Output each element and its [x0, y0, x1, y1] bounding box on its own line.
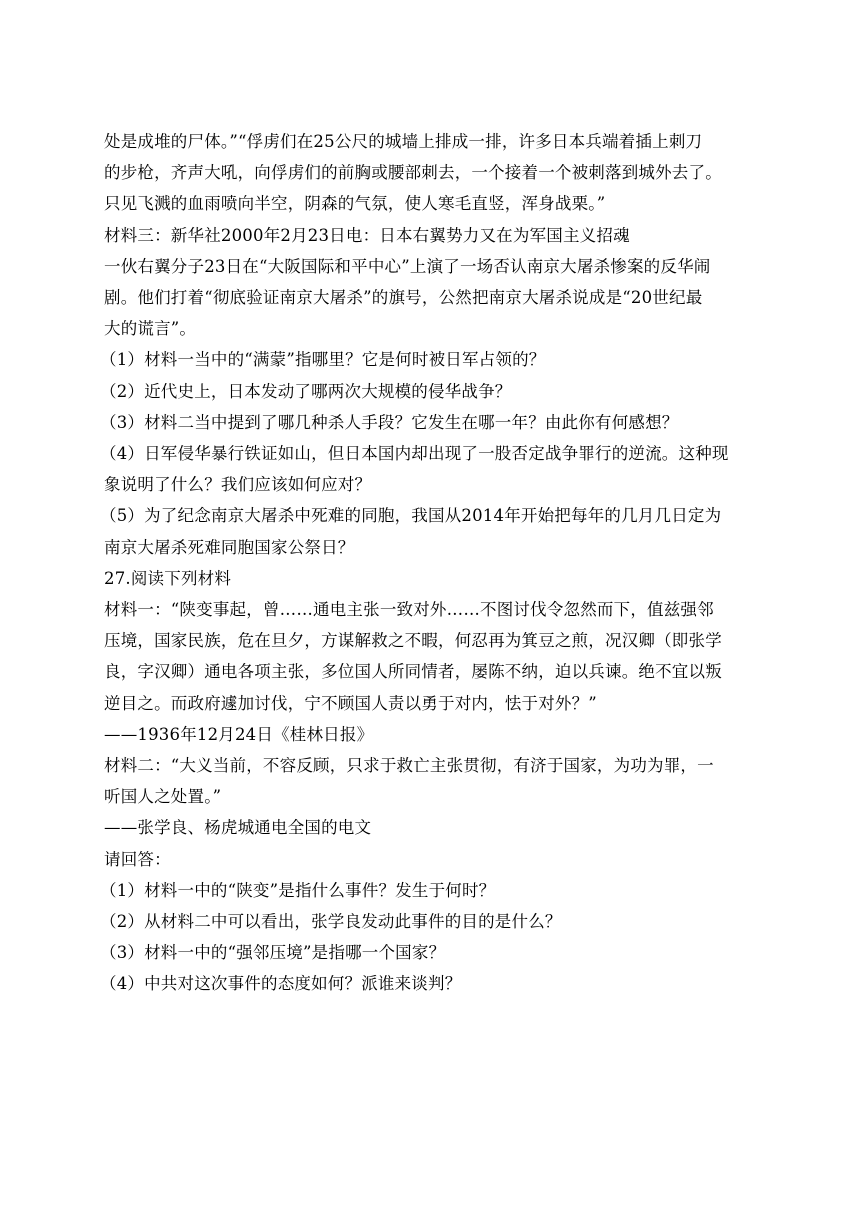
text-line: 象说明了什么？我们应该如何应对？: [104, 475, 372, 495]
question-line: （1）材料一当中的“满蒙”指哪里？它是何时被日军占领的？: [100, 350, 546, 370]
source-citation: ——1936年12月24日《桂林日报》: [104, 724, 374, 744]
question-line: （4）中共对这次事件的态度如何？派谁来谈判？: [100, 974, 462, 994]
text-line: 南京大屠杀死难同胞国家公祭日？: [104, 537, 355, 557]
source-citation: ——张学良、杨虎城通电全国的电文: [104, 818, 372, 838]
text-line: 的步枪，齐声大吼，向俘虏们的前胸或腰部刺去，一个接着一个被刺落到城外去了。: [104, 163, 722, 183]
text-line: 听国人之处置。”: [104, 787, 222, 807]
text-line: 大的谎言”。: [104, 319, 197, 339]
text-line: 一伙右翼分子23日在“大阪国际和平中心”上演了一场否认南京大屠杀惨案的反华闹: [104, 256, 711, 276]
question-line: （2）近代史上，日本发动了哪两次大规模的侵华战争？: [100, 381, 512, 401]
text-line: 只见飞溅的血雨喷向半空，阴森的气氛，使人寒毛直竖，浑身战栗。”: [104, 194, 606, 214]
text-line: 良，字汉卿）通电各项主张，多位国人所同情者，屡陈不纳，迫以兵谏。绝不宜以叛: [104, 662, 722, 682]
text-line: 材料一：“陕变事起，曾……通电主张一致对外……不图讨伐令忽然而下，值兹强邻: [104, 600, 714, 620]
text-line: 逆目之。而政府遽加讨伐，宁不顾国人责以勇于对内，怯于对外？”: [104, 693, 597, 713]
question-line: （4）日军侵华暴行铁证如山，但日本国内却出现了一股否定战争罪行的逆流。这种现: [100, 444, 729, 464]
question-line: （5）为了纪念南京大屠杀中死难的同胞，我国从2014年开始把每年的几月几日定为: [100, 506, 722, 526]
document-body: [100, 126, 764, 1000]
text-line: 材料二：“大义当前，不容反顾，只求于救亡主张贯彻，有济于国家，为功为罪，一: [104, 756, 714, 776]
question-line: （2）从材料二中可以看出，张学良发动此事件的目的是什么？: [100, 912, 562, 932]
question-line: （3）材料一中的“强邻压境”是指哪一个国家？: [100, 943, 446, 963]
question-line: （3）材料二当中提到了哪几种杀人手段？它发生在哪一年？由此你有何感想？: [100, 412, 679, 432]
question-line: （1）材料一中的“陕变”是指什么事件？发生于何时？: [100, 880, 496, 900]
material-heading: 材料三：新华社2000年2月23日电：日本右翼势力又在为军国主义招魂: [104, 225, 630, 245]
section-heading: 27.阅读下列材料: [104, 568, 232, 588]
text-line: 剧。他们打着“彻底验证南京大屠杀”的旗号，公然把南京大屠杀说成是“20世纪最: [104, 288, 703, 308]
text-line: 压境，国家民族，危在旦夕，方谋解救之不暇，何忍再为箕豆之煎，况汉卿（即张学: [104, 631, 722, 651]
text-line: 处是成堆的尸体。”“俘虏们在25公尺的城墙上排成一排，许多日本兵端着插上刺刀: [104, 132, 703, 151]
prompt-line: 请回答：: [104, 849, 171, 869]
